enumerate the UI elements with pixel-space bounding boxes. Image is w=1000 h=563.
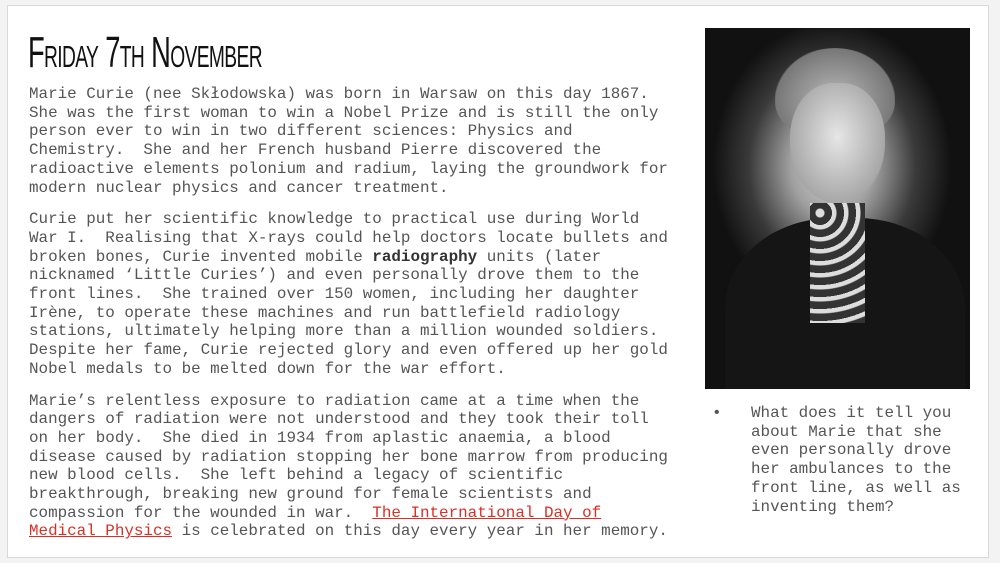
text-line <box>29 85 699 104</box>
text-line <box>29 485 699 504</box>
text-line <box>29 341 699 360</box>
text-segment: broken bones, Curie invented mobile <box>29 247 373 266</box>
text-segment: Chemistry. She and her French husband Pierre discovered the <box>29 141 602 160</box>
text-segment: on her body. She died in 1934 from aplastic anaemia, a blood <box>29 428 611 447</box>
text-segment: new blood cells. She left behind a legacy of scientific <box>29 466 564 485</box>
text-line <box>29 466 699 485</box>
text-segment: person ever to win in two different sciences: Physics and <box>29 122 573 141</box>
paragraph <box>29 392 699 542</box>
marie-curie-portrait <box>705 28 970 389</box>
medical-physics-link[interactable]: The International Day of <box>372 503 602 522</box>
text-segment: Despite her fame, Curie rejected glory and even offered up her gold <box>29 341 668 360</box>
article-body <box>29 85 699 554</box>
text-segment: is celebrated on this day every year in her memory. <box>172 522 668 541</box>
text-line <box>29 160 699 179</box>
text-segment: nicknamed ‘Little Curies’) and even personally drove them to the <box>29 266 640 285</box>
text-line <box>29 104 699 123</box>
text-line <box>29 179 699 198</box>
text-line <box>29 360 699 379</box>
text-segment: radioactive elements polonium and radium, laying the groundwork for <box>29 159 668 178</box>
text-segment: disease caused by radiation stopping her bone marrow from producing <box>29 447 668 466</box>
text-line <box>29 248 699 267</box>
text-segment: dangers of radiation were not understood and they took their toll <box>29 410 649 429</box>
paragraph <box>29 85 699 197</box>
text-segment: stations, ultimately helping more than a million wounded soldiers. <box>29 322 659 341</box>
text-line <box>29 392 699 411</box>
text-line <box>29 410 699 429</box>
text-line <box>29 322 699 341</box>
text-line <box>29 122 699 141</box>
text-segment: front lines. She trained over 150 women, including her daughter <box>29 285 640 304</box>
text-segment: She was the first woman to win a Nobel Prize and is still the only <box>29 103 659 122</box>
text-segment: Marie Curie (nee Skłodowska) was born in Warsaw on this day 1867. <box>29 85 649 103</box>
text-segment: Nobel medals to be melted down for the war effort. <box>29 359 506 378</box>
text-segment: compassion for the wounded in war. <box>29 503 373 522</box>
text-segment: Marie’s relentless exposure to radiation came at a time when the <box>29 391 640 410</box>
text-line <box>29 522 699 541</box>
text-line <box>29 141 699 160</box>
text-line <box>29 304 699 323</box>
text-segment: Curie put her scientific knowledge to practical use during World <box>29 210 640 229</box>
text-segment: breakthrough, breaking new ground for female scientists and <box>29 485 592 504</box>
text-line <box>29 210 699 229</box>
medical-physics-link[interactable]: Medical Physics <box>29 522 173 541</box>
question-text: What does it tell you about Marie that she even personally drove her ambulances to the front line, as well as inventing them? <box>751 404 961 516</box>
page-title: Friday 7th November <box>28 28 262 77</box>
bullet-icon: • <box>712 404 722 422</box>
text-line <box>29 504 699 523</box>
text-line <box>29 448 699 467</box>
text-segment: units (later <box>477 247 602 266</box>
text-segment: Irène, to operate these machines and run battlefield radiology <box>29 303 621 322</box>
text-segment: War I. Realising that X-rays could help doctors locate bullets and <box>29 228 668 247</box>
bold-term: radiography <box>372 247 478 266</box>
text-line <box>29 266 699 285</box>
text-line <box>29 229 699 248</box>
text-line <box>29 429 699 448</box>
text-line <box>29 285 699 304</box>
text-segment: modern nuclear physics and cancer treatment. <box>29 178 449 197</box>
paragraph <box>29 210 699 378</box>
